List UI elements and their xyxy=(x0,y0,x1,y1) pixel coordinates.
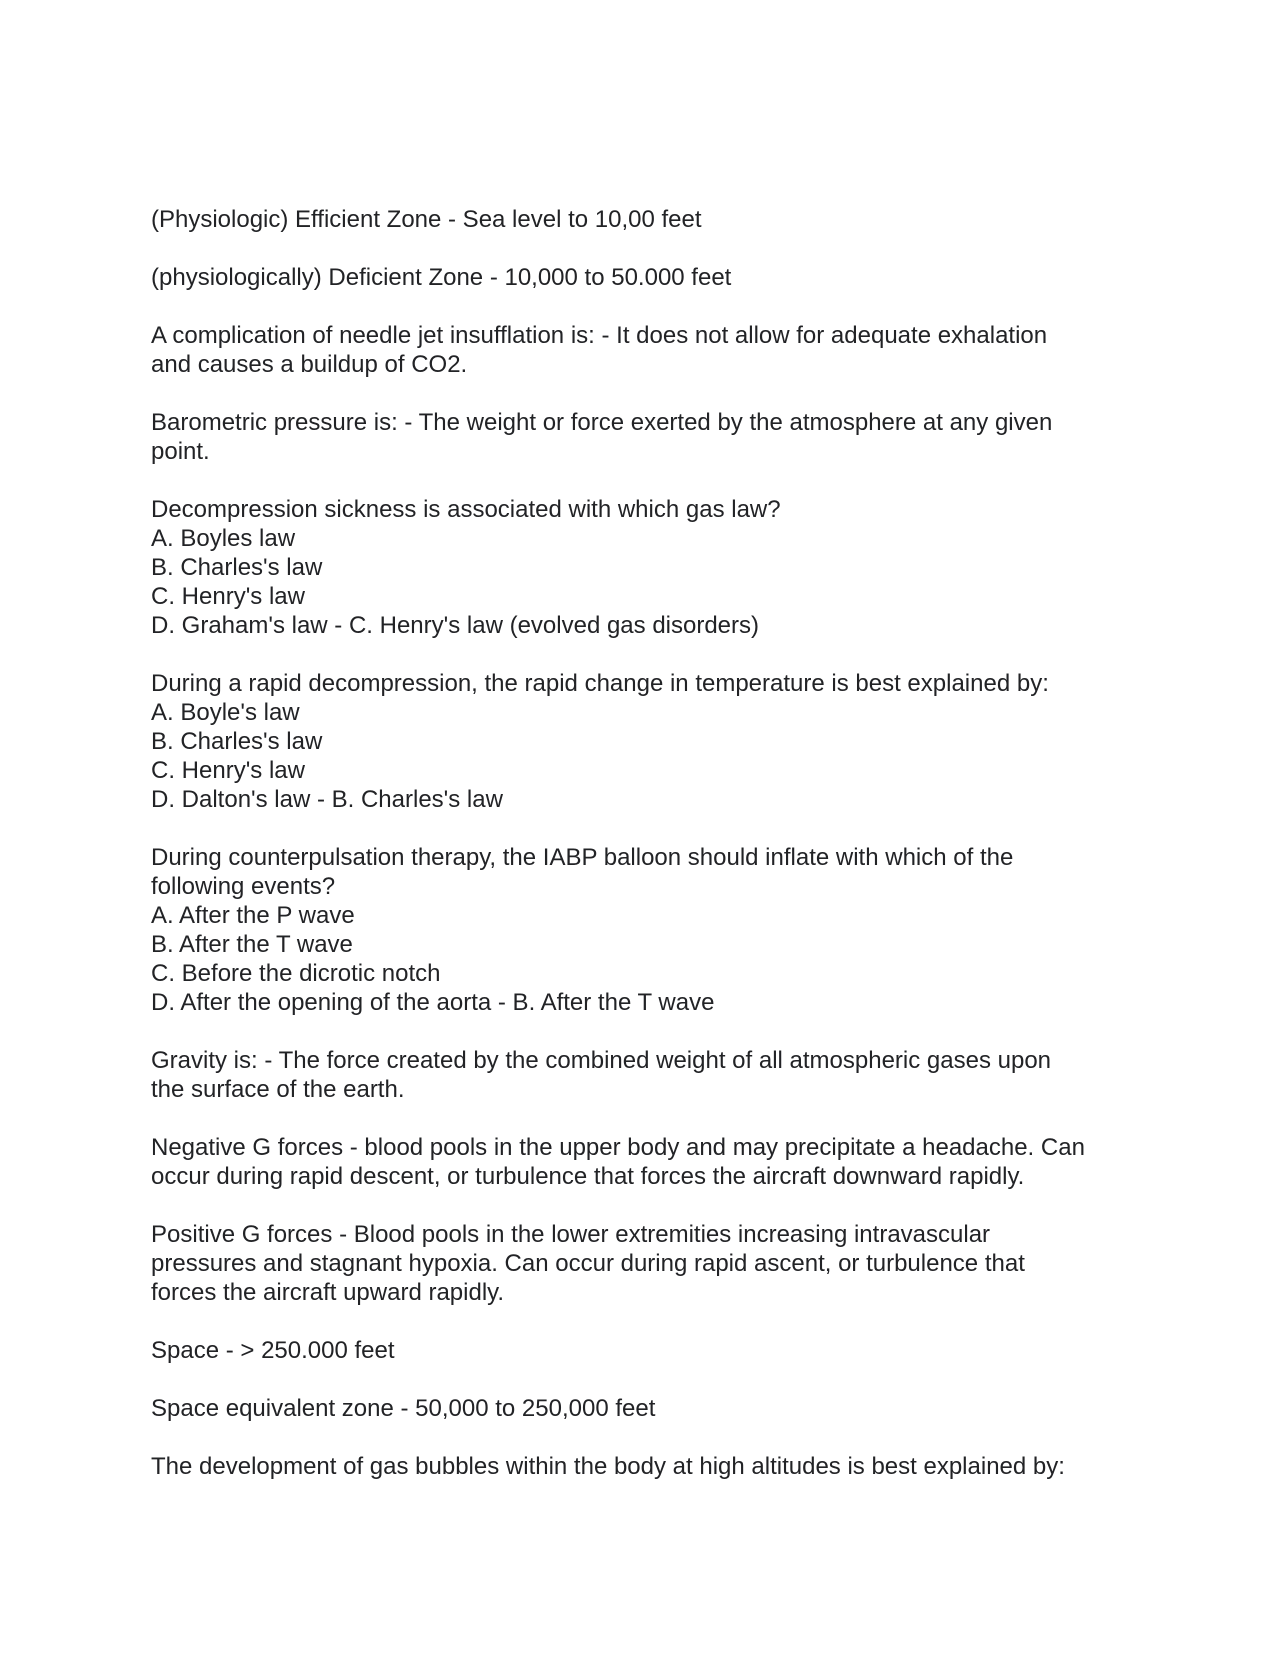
option-line: C. Before the dicrotic notch xyxy=(151,960,441,987)
entry-gravity xyxy=(151,1046,1141,1104)
text-line: Negative G forces - blood pools in the upper body and may precipitate a headache. Can xyxy=(151,1134,1085,1161)
option-line: D. After the opening of the aorta - B. After the T wave xyxy=(151,989,715,1016)
option-line: A. After the P wave xyxy=(151,902,355,929)
text-line: Positive G forces - Blood pools in the lower extremities increasing intravascular xyxy=(151,1221,991,1248)
entry-barometric-pressure xyxy=(151,408,1141,466)
text-line: the surface of the earth. xyxy=(151,1076,405,1103)
question-line: The development of gas bubbles within the body at high altitudes is best explained by: xyxy=(151,1453,1065,1480)
text-line: Space equivalent zone - 50,000 to 250,000 feet xyxy=(151,1395,656,1422)
option-line: B. After the T wave xyxy=(151,931,353,958)
document-page xyxy=(151,205,1141,1510)
entry-space-equivalent-zone xyxy=(151,1394,1141,1423)
text-line: (Physiologic) Efficient Zone - Sea level to 10,00 feet xyxy=(151,206,702,233)
text-line: and causes a buildup of CO2. xyxy=(151,351,468,378)
option-line: A. Boyles law xyxy=(151,525,296,552)
text-line: point. xyxy=(151,438,210,465)
text-line: pressures and stagnant hypoxia. Can occur during rapid ascent, or turbulence that xyxy=(151,1250,1025,1277)
option-line: B. Charles's law xyxy=(151,554,323,581)
question-line: following events? xyxy=(151,873,336,900)
text-line: occur during rapid descent, or turbulence that forces the aircraft downward rapidly. xyxy=(151,1163,1025,1190)
option-line: D. Graham's law - C. Henry's law (evolved gas disorders) xyxy=(151,612,760,639)
question-line: During counterpulsation therapy, the IABP balloon should inflate with which of the xyxy=(151,844,1014,871)
question-line: During a rapid decompression, the rapid change in temperature is best explained by: xyxy=(151,670,1049,697)
option-line: A. Boyle's law xyxy=(151,699,300,726)
entry-negative-g-forces xyxy=(151,1133,1141,1191)
question-line: Decompression sickness is associated with which gas law? xyxy=(151,496,781,523)
option-line: D. Dalton's law - B. Charles's law xyxy=(151,786,503,813)
entry-rapid-decompression xyxy=(151,669,1141,814)
entry-gas-bubbles-development xyxy=(151,1452,1141,1481)
text-line: Barometric pressure is: - The weight or force exerted by the atmosphere at any given xyxy=(151,409,1053,436)
text-line: Gravity is: - The force created by the combined weight of all atmospheric gases upon xyxy=(151,1047,1052,1074)
text-line: forces the aircraft upward rapidly. xyxy=(151,1279,505,1306)
text-line: Space - > 250.000 feet xyxy=(151,1337,395,1364)
text-line: (physiologically) Deficient Zone - 10,000 to 50.000 feet xyxy=(151,264,732,291)
entry-space xyxy=(151,1336,1141,1365)
entry-decompression-sickness xyxy=(151,495,1141,640)
text-line: A complication of needle jet insufflation is: - It does not allow for adequate exhalation xyxy=(151,322,1048,349)
option-line: B. Charles's law xyxy=(151,728,323,755)
entry-counterpulsation-therapy xyxy=(151,843,1141,1017)
entry-positive-g-forces xyxy=(151,1220,1141,1307)
option-line: C. Henry's law xyxy=(151,583,305,610)
option-line: C. Henry's law xyxy=(151,757,305,784)
entry-deficient-zone xyxy=(151,263,1141,292)
entry-efficient-zone xyxy=(151,205,1141,234)
entry-needle-jet-insufflation xyxy=(151,321,1141,379)
